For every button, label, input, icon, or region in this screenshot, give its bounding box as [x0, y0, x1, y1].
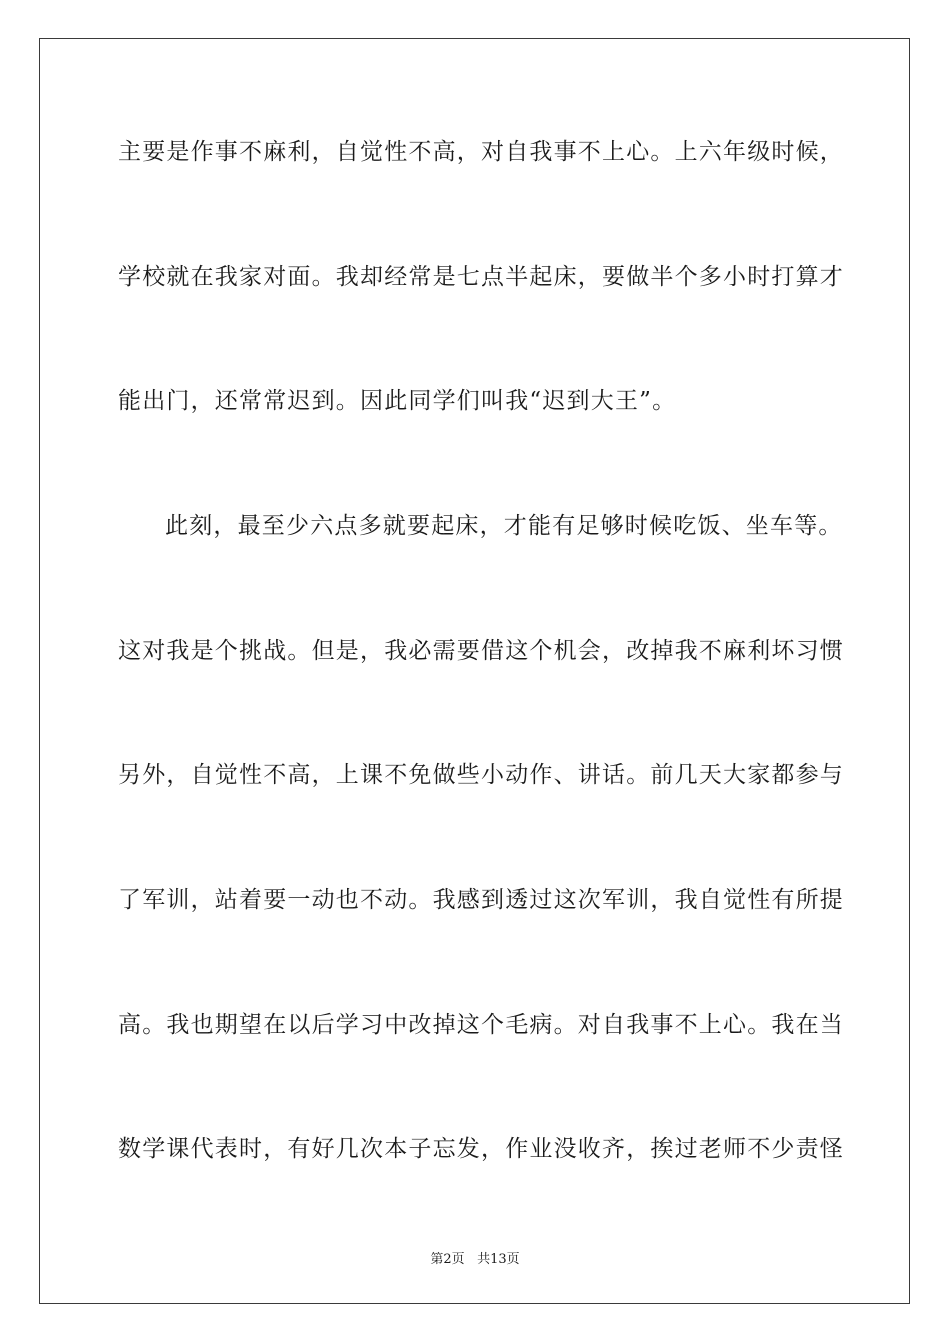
page-total: 共13页 [477, 1252, 520, 1267]
text-line-8: 高。我也期望在以后学习中改掉这个毛病。对自我事不上心。我在当 [118, 1012, 844, 1038]
text-line-2: 学校就在我家对面。我却经常是七点半起床，要做半个多小时打算才 [118, 264, 844, 290]
text-line-4: 此刻，最至少六点多就要起床，才能有足够时候吃饭、坐车等。 [165, 513, 843, 539]
text-line-3: 能出门，还常常迟到。因此同学们叫我“迟到大王”。 [118, 388, 677, 414]
page-border [39, 38, 910, 1304]
text-line-6: 另外，自觉性不高，上课不免做些小动作、讲话。前几天大家都参与 [118, 762, 844, 788]
page-footer [0, 1248, 950, 1267]
text-line-5: 这对我是个挑战。但是，我必需要借这个机会，改掉我不麻利坏习惯 [118, 638, 844, 664]
text-line-9: 数学课代表时，有好几次本子忘发，作业没收齐，挨过老师不少责怪 [118, 1136, 844, 1162]
text-line-1: 主要是作事不麻利，自觉性不高，对自我事不上心。上六年级时候， [118, 139, 844, 165]
text-line-7: 了军训，站着要一动也不动。我感到透过这次军训，我自觉性有所提 [118, 887, 844, 913]
page-number: 第2页 [430, 1252, 465, 1267]
